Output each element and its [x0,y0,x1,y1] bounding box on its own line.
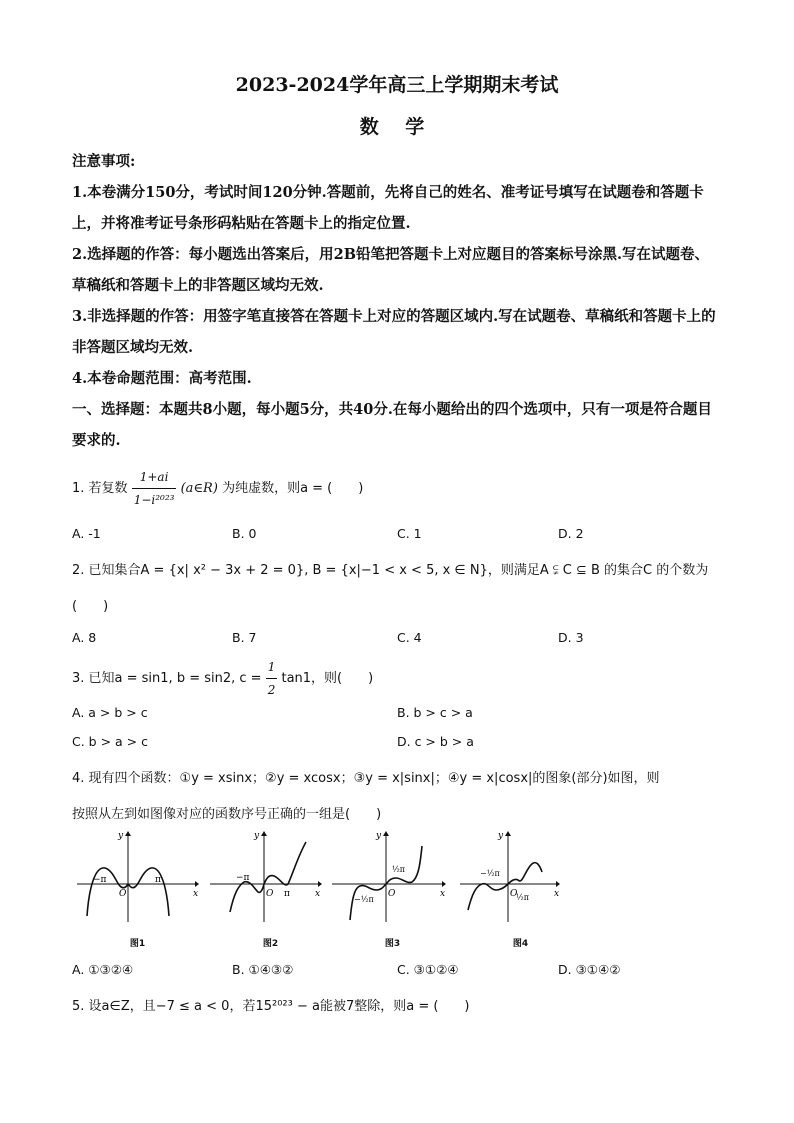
q1-option-d[interactable]: D. 2 [558,526,584,541]
figure-2 [208,828,333,949]
q2-option-a[interactable]: A. 8 [72,630,97,645]
figure-1-graph [75,828,200,924]
q1-option-c[interactable]: C. 1 [397,526,422,541]
q1-frac-num: 1+ai [132,466,177,489]
q1-options [72,526,722,548]
q1-suffix: 为纯虚数，则a = ( ) [222,481,364,496]
q3-option-a[interactable]: A. a > b > c [72,705,148,720]
q2-text: 2. 已知集合A = {x| x² − 3x + 2 = 0}, B = {x|−1 < x < 5, x ∈ N}，则满足A ⫋ C ⊆ B 的集合C 的个数为 [72,563,709,578]
figure-4-caption: 图4 [512,939,529,949]
q4-option-d[interactable]: D. ③①④② [558,962,621,977]
neg-half-pi-label: −½π [354,895,374,904]
y-axis-arrow [505,831,511,836]
q2-options [72,630,722,652]
q3-suffix: tan1，则( ) [281,671,374,686]
x-axis-label: x [193,889,199,899]
half-pi-label: ½π [516,893,530,902]
origin-label: O [119,889,127,899]
figure-4-graph [458,828,583,924]
origin-label: O [266,889,274,899]
x-axis-label: x [440,889,446,899]
q1-frac-den: 1−i²⁰²³ [133,493,175,507]
y-axis-label: y [498,831,504,841]
q3-options-row1 [72,705,722,727]
half-pi-label: ½π [392,865,406,874]
figure-4 [458,828,583,949]
q1-condition: (a∈R) [180,481,218,496]
q2-option-d[interactable]: D. 3 [558,630,584,645]
notice-item-1: 1.本卷满分150分，考试时间120分钟.答题前，先将自己的姓名、准考证号填写在试题卷和答题卡上，并将准考证号条形码粘贴在答题卡上的指定位置. [72,184,704,232]
q3-options-row2 [72,734,722,756]
exam-title: 2023-2024学年高三上学期期末考试 [235,74,559,96]
figure-3 [330,828,455,949]
notice-item-2: 2.选择题的作答：每小题选出答案后，用2B铅笔把答题卡上对应题目的答案标号涂黑.写在试题卷、草稿纸和答题卡上的非答题区域均无效. [72,246,710,294]
q2-paren: ( ) [72,599,109,614]
q2-option-c[interactable]: C. 4 [397,630,422,645]
figure-1-caption: 图1 [129,939,146,949]
q1-option-a[interactable]: A. -1 [72,526,101,541]
question-3 [72,656,722,701]
q3-option-c[interactable]: C. b > a > c [72,734,148,749]
x-axis-arrow [195,881,199,887]
q1-option-b[interactable]: B. 0 [232,526,257,541]
notice-item-3: 3.非选择题的作答：用签字笔直接答在答题卡上对应的答题区域内.写在试题卷、草稿纸和答题卡上的非答题区域均无效. [72,308,716,356]
q3-fraction [266,656,278,701]
q4-options [72,962,722,984]
q3-option-b[interactable]: B. b > c > a [397,705,473,720]
neg-half-pi-label: −½π [480,869,500,878]
y-axis-label: y [254,831,260,841]
question-4-line2: 按照从左到如图像对应的函数序号正确的一组是( ) [72,807,382,822]
q3-frac-den: 2 [267,683,276,697]
question-5: 5. 设a∈Z，且−7 ≤ a < 0，若15²⁰²³ − a能被7整除，则a = ( ) [72,999,470,1014]
question-1 [72,466,722,511]
y-axis-arrow [383,831,389,836]
neg-pi-label: −π [93,875,107,885]
y-axis-label: y [118,831,124,841]
y-axis-arrow [125,831,131,836]
notice-heading: 注意事项: [72,153,136,170]
q4-option-b[interactable]: B. ①④③② [232,962,294,977]
q3-prefix: 3. 已知a = sin1, b = sin2, c = [72,671,262,686]
origin-label: O [510,889,518,899]
x-axis-arrow [556,881,560,887]
question-2 [72,560,722,582]
y-axis-label: y [376,831,382,841]
x-axis-label: x [315,889,321,899]
x-axis-arrow [442,881,446,887]
q4-option-c[interactable]: C. ③①②④ [397,962,459,977]
figure-1 [75,828,200,949]
question-4-line1: 4. 现有四个函数：①y = xsinx；②y = xcosx；③y = x|sinx|；④y = x|cosx|的图象(部分)如图，则 [72,771,660,786]
y-axis-arrow [261,831,267,836]
q1-fraction [132,466,177,511]
section-1-instructions: 一、选择题：本题共8小题，每小题5分，共40分.在每小题给出的四个选项中，只有一项是符合题目要求的. [72,401,712,449]
q2-option-b[interactable]: B. 7 [232,630,257,645]
q3-frac-num: 1 [266,656,278,679]
subject-title: 数 学 [359,116,435,138]
q3-option-d[interactable]: D. c > b > a [397,734,474,749]
q4-option-a[interactable]: A. ①③②④ [72,962,134,977]
q1-prefix: 1. 若复数 [72,481,128,496]
figure-3-caption: 图3 [384,939,401,949]
pi-label: π [284,889,290,899]
origin-label: O [388,889,396,899]
figure-3-graph [330,828,455,924]
pi-label: π [155,875,161,885]
x-axis-arrow [318,881,322,887]
figure-2-graph [208,828,333,924]
notice-item-4: 4.本卷命题范围：高考范围. [72,370,252,387]
x-axis-label: x [554,889,560,899]
neg-pi-label: −π [236,873,250,883]
figure-2-caption: 图2 [262,939,279,949]
